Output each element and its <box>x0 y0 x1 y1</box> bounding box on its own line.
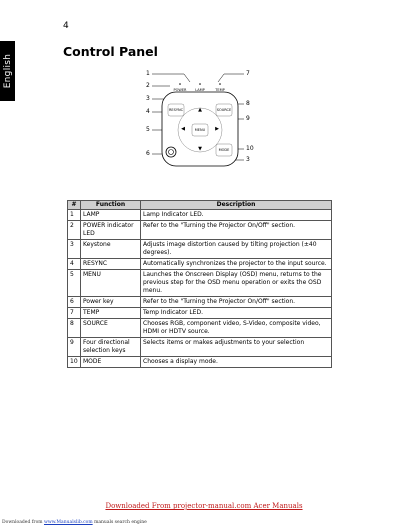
left-arrow-icon: ◀ <box>181 126 185 132</box>
up-arrow-icon: ▲ <box>198 107 202 113</box>
row-number: 8 <box>68 319 81 338</box>
section-title: Control Panel <box>63 44 158 59</box>
table-row <box>68 210 332 221</box>
source-button-label: SOURCE <box>216 108 232 112</box>
table-row <box>68 357 332 368</box>
row-function: SOURCE <box>81 319 141 338</box>
header-function: Function <box>81 201 141 210</box>
row-function: Power key <box>81 297 141 308</box>
callout-7: 7 <box>246 70 250 77</box>
row-function: MODE <box>81 357 141 368</box>
footer-note-suffix: manuals search engine <box>92 520 147 525</box>
lamp-led-label: LAMP <box>195 88 205 92</box>
callout-9: 9 <box>246 115 250 122</box>
table-row <box>68 319 332 338</box>
temp-led-label: TEMP <box>215 88 225 92</box>
row-function: RESYNC <box>81 259 141 270</box>
row-description: Chooses a display mode. <box>141 357 332 368</box>
down-arrow-icon: ▼ <box>198 146 202 152</box>
manualslib-link[interactable]: www.Manualslib.com <box>43 520 93 525</box>
row-description: Temp Indicator LED. <box>141 308 332 319</box>
callout-2: 2 <box>146 82 150 89</box>
row-function: MENU <box>81 270 141 297</box>
row-description: Chooses RGB, component video, S-Video, composite video, HDMI or HDTV source. <box>141 319 332 338</box>
row-description: Automatically synchronizes the projector to the input source. <box>141 259 332 270</box>
row-number: 1 <box>68 210 81 221</box>
header-number: # <box>68 201 81 210</box>
footer-note-prefix: Downloaded from <box>2 520 44 525</box>
right-arrow-icon: ▶ <box>215 126 219 132</box>
table-row <box>68 259 332 270</box>
row-function: TEMP <box>81 308 141 319</box>
menu-button-label: MENU <box>194 128 206 132</box>
row-number: 9 <box>68 338 81 357</box>
row-number: 6 <box>68 297 81 308</box>
row-description: Selects items or makes adjustments to your selection <box>141 338 332 357</box>
callout-3: 3 <box>146 95 150 102</box>
row-description: Adjusts image distortion caused by tilting projection (±40 degrees). <box>141 240 332 259</box>
callout-3-bottom: 3 <box>246 156 250 163</box>
callout-line-1b <box>184 74 190 82</box>
table-row <box>68 270 332 297</box>
callout-4: 4 <box>146 108 150 115</box>
row-function: Four directional selection keys <box>81 338 141 357</box>
callout-6: 6 <box>146 150 150 157</box>
row-number: 10 <box>68 357 81 368</box>
footer-download-link[interactable]: Downloaded From projector-manual.com Acer Manuals <box>105 502 303 510</box>
row-function: Keystone <box>81 240 141 259</box>
power-led-label: POWER <box>173 88 187 92</box>
row-number: 7 <box>68 308 81 319</box>
page-number: 4 <box>63 21 69 31</box>
callout-10: 10 <box>246 145 254 152</box>
footer-note <box>2 520 147 525</box>
callout-5: 5 <box>146 126 150 133</box>
row-description: Launches the Onscreen Display (OSD) menu, returns to the previous step for the OSD menu operation or exits the OSD menu. <box>141 270 332 297</box>
header-description: Description <box>141 201 332 210</box>
row-number: 3 <box>68 240 81 259</box>
row-description: Refer to the "Turning the Projector On/Off" section. <box>141 297 332 308</box>
control-panel-diagram <box>140 64 260 194</box>
table-row <box>68 308 332 319</box>
side-tab-label: English <box>2 53 13 89</box>
row-number: 4 <box>68 259 81 270</box>
language-side-tab <box>0 41 15 101</box>
row-function: POWER indicator LED <box>81 221 141 240</box>
callout-1: 1 <box>146 70 150 77</box>
table-row <box>68 221 332 240</box>
row-number: 2 <box>68 221 81 240</box>
table-header-row <box>68 201 332 210</box>
function-table <box>67 200 332 368</box>
row-description: Lamp Indicator LED. <box>141 210 332 221</box>
table-row <box>68 338 332 357</box>
callout-line-7a <box>218 74 224 82</box>
row-number: 5 <box>68 270 81 297</box>
row-description: Refer to the "Turning the Projector On/Off" section. <box>141 221 332 240</box>
row-function: LAMP <box>81 210 141 221</box>
table-row <box>68 240 332 259</box>
resync-button-label: RESYNC <box>168 108 184 112</box>
mode-button-label: MODE <box>218 148 230 152</box>
table-row <box>68 297 332 308</box>
callout-8: 8 <box>246 100 250 107</box>
